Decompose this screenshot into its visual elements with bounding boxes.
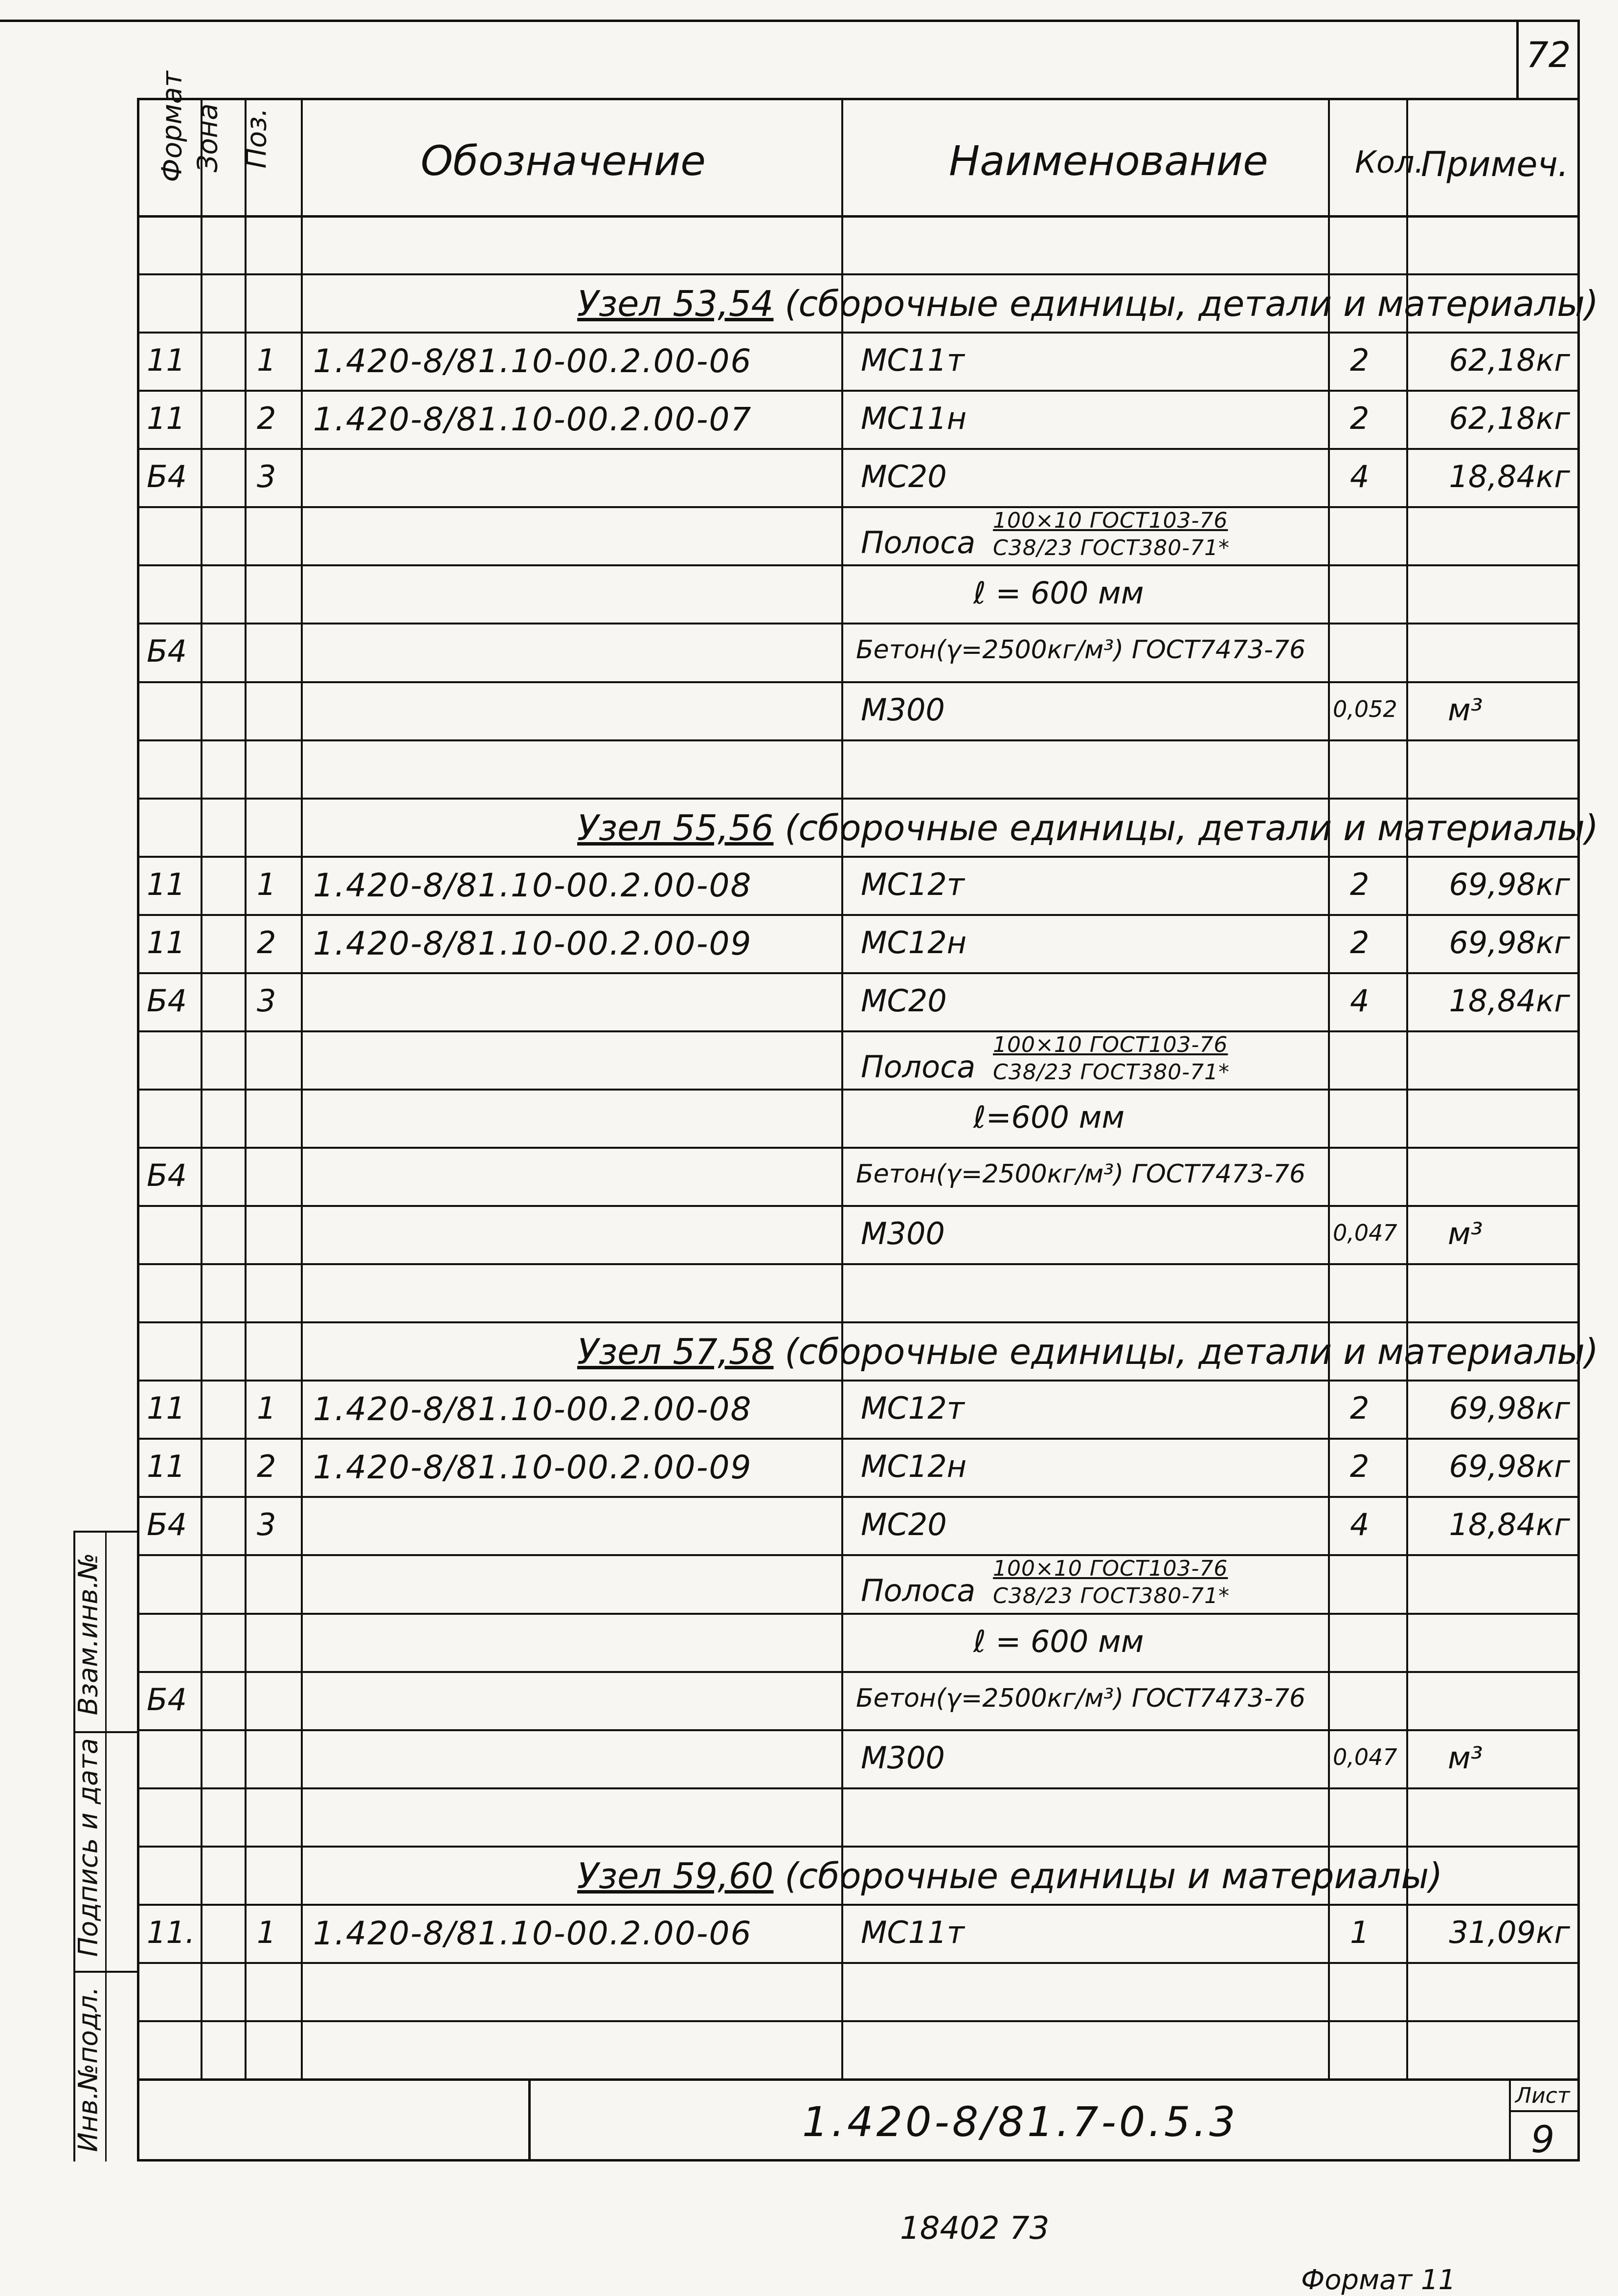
footer-archive-number: 18402 73 (900, 2210, 1050, 2247)
footer-format: Формат 11 (1301, 2264, 1456, 2296)
row-line (137, 1263, 1580, 1265)
row-line (137, 739, 1580, 741)
corner-tick (1516, 20, 1519, 98)
cell-designation: 1.420-8/81.10-00.2.00-08 (313, 867, 752, 904)
cell-name: МС11т (861, 342, 965, 378)
cell-note: 69,98кг (1449, 1449, 1570, 1484)
row-line (137, 1147, 1580, 1149)
col-line (841, 98, 843, 2078)
section-title (577, 1331, 1598, 1372)
titleblock-sheet-hdiv (1509, 2110, 1580, 2112)
titleblock-left (528, 2078, 531, 2162)
concrete-qty: 0,052 (1333, 696, 1397, 722)
cell-note: 31,09кг (1449, 1915, 1570, 1950)
cell-name: МС20 (861, 459, 947, 494)
cell-qty: 2 (1350, 1449, 1370, 1484)
header-qty: Кол. (1355, 144, 1424, 180)
cell-qty: 4 (1350, 1507, 1370, 1542)
side-label-inventory: Инв.№подл. (72, 1986, 104, 2152)
cell-designation: 1.420-8/81.10-00.2.00-09 (313, 1449, 752, 1486)
cell-note: 62,18кг (1449, 342, 1570, 378)
cell-name: МС12т (861, 867, 965, 902)
section-title-unit: Узел 57,58 (577, 1331, 774, 1372)
cell-qty: 2 (1350, 867, 1370, 902)
cell-format: Б4 (147, 1682, 187, 1717)
cell-note: 69,98кг (1449, 1390, 1570, 1426)
frame-right (1577, 20, 1580, 2162)
concrete-grade: М300 (861, 1216, 945, 1251)
cell-format: 11 (147, 925, 185, 960)
cell-pos: 2 (257, 925, 276, 960)
row-line (137, 798, 1580, 800)
row-line (137, 1846, 1580, 1848)
cell-note: 69,98кг (1449, 867, 1570, 902)
concrete-name: Бетон(γ=2500кг/м³) ГОСТ7473-76 (856, 1684, 1306, 1713)
concrete-name: Бетон(γ=2500кг/м³) ГОСТ7473-76 (856, 635, 1306, 665)
concrete-note: м³ (1448, 1216, 1483, 1251)
titleblock-sheet-div (1509, 2078, 1511, 2162)
strip-length: ℓ = 600 мм (973, 1624, 1144, 1659)
header-zone: Зона (192, 103, 224, 173)
row-line (137, 390, 1580, 392)
header-top (137, 98, 1580, 100)
cell-designation: 1.420-8/81.10-00.2.00-09 (313, 925, 752, 962)
cell-name: МС12н (861, 1449, 967, 1484)
cell-qty: 2 (1350, 925, 1370, 960)
strip-label: Полоса (861, 525, 976, 560)
col-line (245, 98, 247, 2078)
cell-note: 18,84кг (1449, 1507, 1570, 1542)
cell-name: МС12н (861, 925, 967, 960)
cell-designation: 1.420-8/81.10-00.2.00-06 (313, 1915, 752, 1952)
row-line (137, 1438, 1580, 1440)
row-line (137, 1554, 1580, 1556)
cell-qty: 4 (1350, 983, 1370, 1019)
strip-label: Полоса (861, 1573, 976, 1608)
row-line (137, 1729, 1580, 1731)
section-title-suffix: (сборочные единицы, детали и материалы) (773, 807, 1599, 848)
concrete-note: м³ (1448, 1740, 1483, 1776)
row-line (137, 506, 1580, 508)
row-line (137, 1613, 1580, 1615)
cell-designation: 1.420-8/81.10-00.2.00-08 (313, 1390, 752, 1428)
row-line (137, 1321, 1580, 1323)
cell-pos: 1 (257, 867, 276, 902)
cell-pos: 3 (257, 1507, 276, 1542)
sheet-label: Лист (1515, 2083, 1570, 2108)
cell-qty: 2 (1350, 1390, 1370, 1426)
cell-format: Б4 (147, 459, 187, 494)
strip-spec-top: 100×10 ГОСТ103-76 (993, 508, 1228, 533)
cell-pos: 1 (257, 342, 276, 378)
section-title-unit: Узел 55,56 (577, 807, 774, 848)
row-line (137, 681, 1580, 683)
section-title (577, 807, 1598, 848)
row-line (137, 856, 1580, 858)
table-bottom-line (137, 2078, 531, 2081)
section-title (577, 283, 1598, 324)
header-pos: Поз. (241, 108, 273, 169)
row-line (137, 332, 1580, 334)
row-line (137, 1030, 1580, 1032)
row-line (137, 1205, 1580, 1207)
strip-spec-bottom: С38/23 ГОСТ380-71* (993, 1583, 1230, 1608)
strip-spec-bottom: С38/23 ГОСТ380-71* (993, 1060, 1230, 1085)
cell-note: 62,18кг (1449, 401, 1570, 436)
titleblock-top (528, 2078, 1580, 2081)
header-format: Формат (156, 71, 188, 182)
cell-pos: 2 (257, 1449, 276, 1484)
col-line (201, 98, 202, 2078)
cell-note: 18,84кг (1449, 983, 1570, 1019)
header-note: Примеч. (1421, 144, 1569, 184)
cell-format: 11 (147, 342, 185, 378)
cell-pos: 2 (257, 401, 276, 436)
cell-pos: 3 (257, 983, 276, 1019)
row-line (137, 2020, 1580, 2022)
col-line (1328, 98, 1330, 2078)
cell-format: Б4 (147, 1507, 187, 1542)
section-title-unit: Узел 53,54 (577, 283, 774, 324)
cell-name: МС11т (861, 1915, 965, 1950)
concrete-grade: М300 (861, 1740, 945, 1776)
row-line (137, 1962, 1580, 1964)
strip-length: ℓ = 600 мм (973, 575, 1144, 611)
strip-spec-top: 100×10 ГОСТ103-76 (993, 1032, 1228, 1057)
cell-qty: 1 (1350, 1915, 1370, 1950)
section-title-suffix: (сборочные единицы, детали и материалы) (773, 1331, 1599, 1372)
row-line (137, 1089, 1580, 1091)
col-line (1406, 98, 1408, 2078)
col-line (301, 98, 303, 2078)
cell-designation: 1.420-8/81.10-00.2.00-06 (313, 342, 752, 380)
page-number: 72 (1526, 34, 1571, 75)
cell-pos: 3 (257, 459, 276, 494)
cell-format: 11. (147, 1915, 195, 1950)
row-line (137, 1904, 1580, 1906)
cell-designation: 1.420-8/81.10-00.2.00-07 (313, 401, 752, 438)
strip-length: ℓ=600 мм (973, 1099, 1125, 1135)
cell-name: МС20 (861, 983, 947, 1019)
row-line (137, 1496, 1580, 1498)
section-title (577, 1855, 1442, 1896)
cell-format: Б4 (147, 983, 187, 1019)
row-line (137, 623, 1580, 624)
frame-bottom (137, 2159, 1580, 2162)
cell-qty: 2 (1350, 401, 1370, 436)
row-line (137, 1380, 1580, 1382)
concrete-note: м³ (1448, 692, 1483, 728)
side-frame-right (137, 1531, 139, 2162)
cell-format: Б4 (147, 633, 187, 669)
sheet-number: 9 (1531, 2118, 1555, 2161)
row-line (137, 564, 1580, 566)
header-bottom-line (137, 215, 1580, 218)
row-line (137, 273, 1580, 275)
row-line (137, 1787, 1580, 1789)
section-title-suffix: (сборочные единицы и материалы) (773, 1855, 1443, 1896)
cell-pos: 1 (257, 1915, 276, 1950)
strip-label: Полоса (861, 1049, 976, 1085)
cell-name: МС20 (861, 1507, 947, 1542)
header-designation: Обозначение (421, 137, 706, 185)
cell-format: 11 (147, 1390, 185, 1426)
side-label-signature: Подпись и дата (72, 1738, 104, 1957)
cell-note: 18,84кг (1449, 459, 1570, 494)
cell-name: МС11н (861, 401, 967, 436)
top-rule (0, 20, 1580, 22)
concrete-qty: 0,047 (1333, 1220, 1397, 1246)
side-label-replace: Взам.инв.№ (72, 1553, 104, 1716)
cell-name: МС12т (861, 1390, 965, 1426)
concrete-qty: 0,047 (1333, 1744, 1397, 1770)
row-line (137, 1671, 1580, 1673)
cell-qty: 4 (1350, 459, 1370, 494)
row-line (137, 972, 1580, 974)
row-line (137, 448, 1580, 450)
cell-format: 11 (147, 1449, 185, 1484)
cell-note: 69,98кг (1449, 925, 1570, 960)
cell-format: Б4 (147, 1158, 187, 1193)
section-title-unit: Узел 59,60 (577, 1855, 774, 1896)
section-title-suffix: (сборочные единицы, детали и материалы) (773, 283, 1599, 324)
cell-pos: 1 (257, 1390, 276, 1426)
header-name: Наименование (949, 137, 1268, 185)
strip-spec-top: 100×10 ГОСТ103-76 (993, 1556, 1228, 1581)
cell-format: 11 (147, 401, 185, 436)
cell-format: 11 (147, 867, 185, 902)
doc-code: 1.420-8/81.7-0.5.3 (802, 2098, 1238, 2146)
side-col-div (105, 1531, 107, 2162)
concrete-name: Бетон(γ=2500кг/м³) ГОСТ7473-76 (856, 1159, 1306, 1189)
cell-qty: 2 (1350, 342, 1370, 378)
strip-spec-bottom: С38/23 ГОСТ380-71* (993, 535, 1230, 560)
row-line (137, 914, 1580, 916)
concrete-grade: М300 (861, 692, 945, 728)
